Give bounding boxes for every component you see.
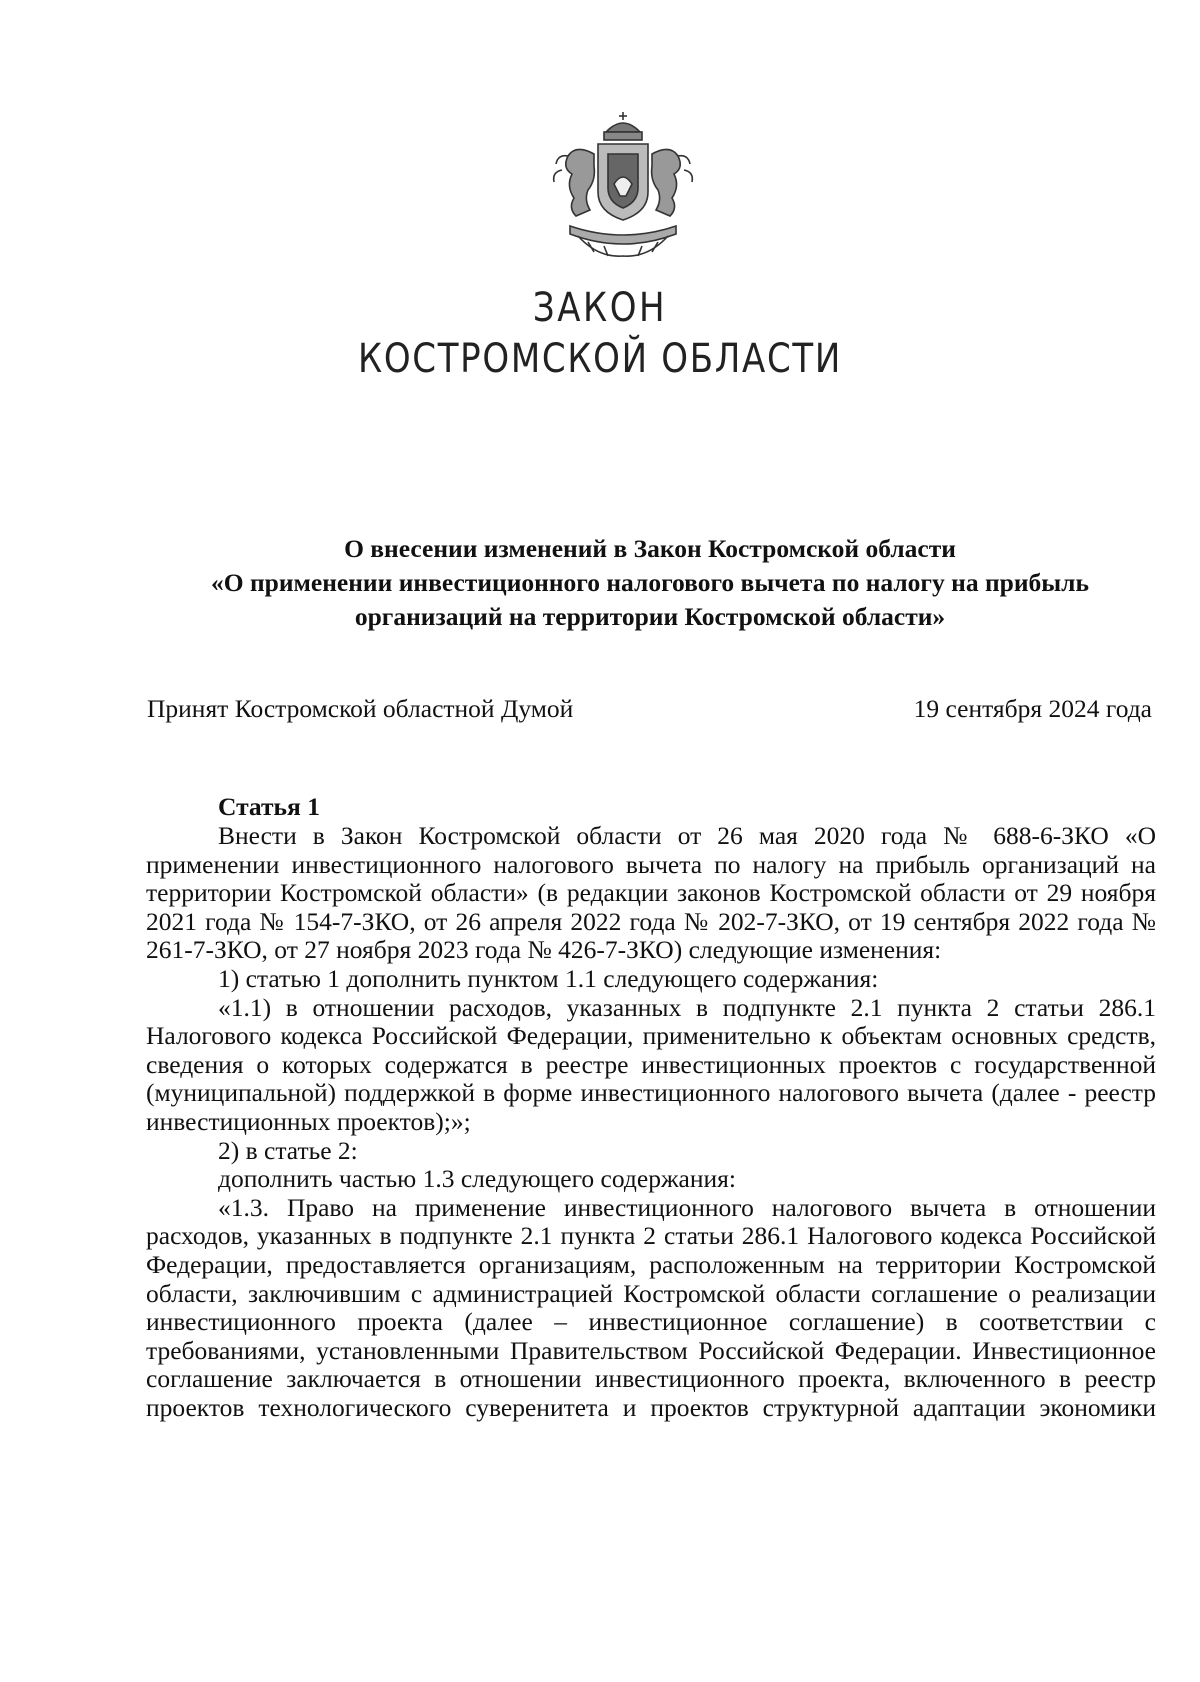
adopted-by: Принят Костромской областной Думой — [147, 694, 574, 723]
adoption-date: 19 сентября 2024 года — [913, 694, 1152, 723]
law-title — [145, 532, 1155, 634]
kostroma-coat-of-arms-icon — [528, 110, 718, 260]
law-title-line: О внесении изменений в Закон Костромской области — [344, 534, 956, 563]
article-paragraph: 2) в статье 2: — [218, 1135, 358, 1165]
article-paragraph: «1.1) в отношении расходов, указанных в подпункте 2.1 пункта 2 статьи 286.1 Налогового кодекса Российской Федерации, применительно к объектам основных средств, сведения о которых содержатся в реестре инвестиционных проектов с государственной (муниципальной) поддержкой в форме инвестиционного налогового вычета (далее - реестр инвестиционных проектов);»; — [146, 992, 1156, 1136]
article-title: Статья 1 — [218, 792, 320, 821]
article-paragraph: 1) статью 1 дополнить пунктом 1.1 следующего содержания: — [218, 963, 879, 993]
law-title-line: организаций на территории Костромской области» — [354, 602, 946, 631]
region-heading: КОСТРОМСКОЙ ОБЛАСТИ — [357, 336, 843, 382]
article-body — [146, 822, 1156, 1422]
article-paragraph: «1.3. Право на применение инвестиционного налогового вычета в отношении расходов, указанных в подпункте 2.1 пункта 2 статьи 286.1 Налогового кодекса Российской Федерации, предоставляется организациям, расположенным на территории Костромской области, заключившим с администрацией Костромской области соглашение о реализации инвестиционного проекта (далее – инвестиционное соглашение) в соответствии с требованиями, установленными Правительством Российской Федерации. Инвестиционное соглашение заключается в отношении инвестиционного проекта, включенного в реестр проектов технологического суверенитета и проектов структурной адаптации экономики — [146, 1192, 1156, 1422]
article-paragraph: дополнить частью 1.3 следующего содержания: — [218, 1164, 736, 1194]
article-paragraph: Внести в Закон Костромской области от 26 мая 2020 года № 688-6-ЗКО «О применении инвестиционного налогового вычета по налогу на прибыль организаций на территории Костромской области» (в редакции законов Костромской области от 29 ноября 2021 года № 154-7-ЗКО, от 26 апреля 2022 года № 202-7-ЗКО, от 19 сентября 2022 года № 261-7-ЗКО, от 27 ноября 2023 года № 426-7-ЗКО) следующие изменения: — [146, 821, 1156, 965]
adoption-line — [147, 694, 1152, 724]
law-heading: ЗАКОН — [532, 285, 668, 331]
law-title-line: «О применении инвестиционного налогового вычета по налогу на прибыль — [211, 568, 1089, 597]
